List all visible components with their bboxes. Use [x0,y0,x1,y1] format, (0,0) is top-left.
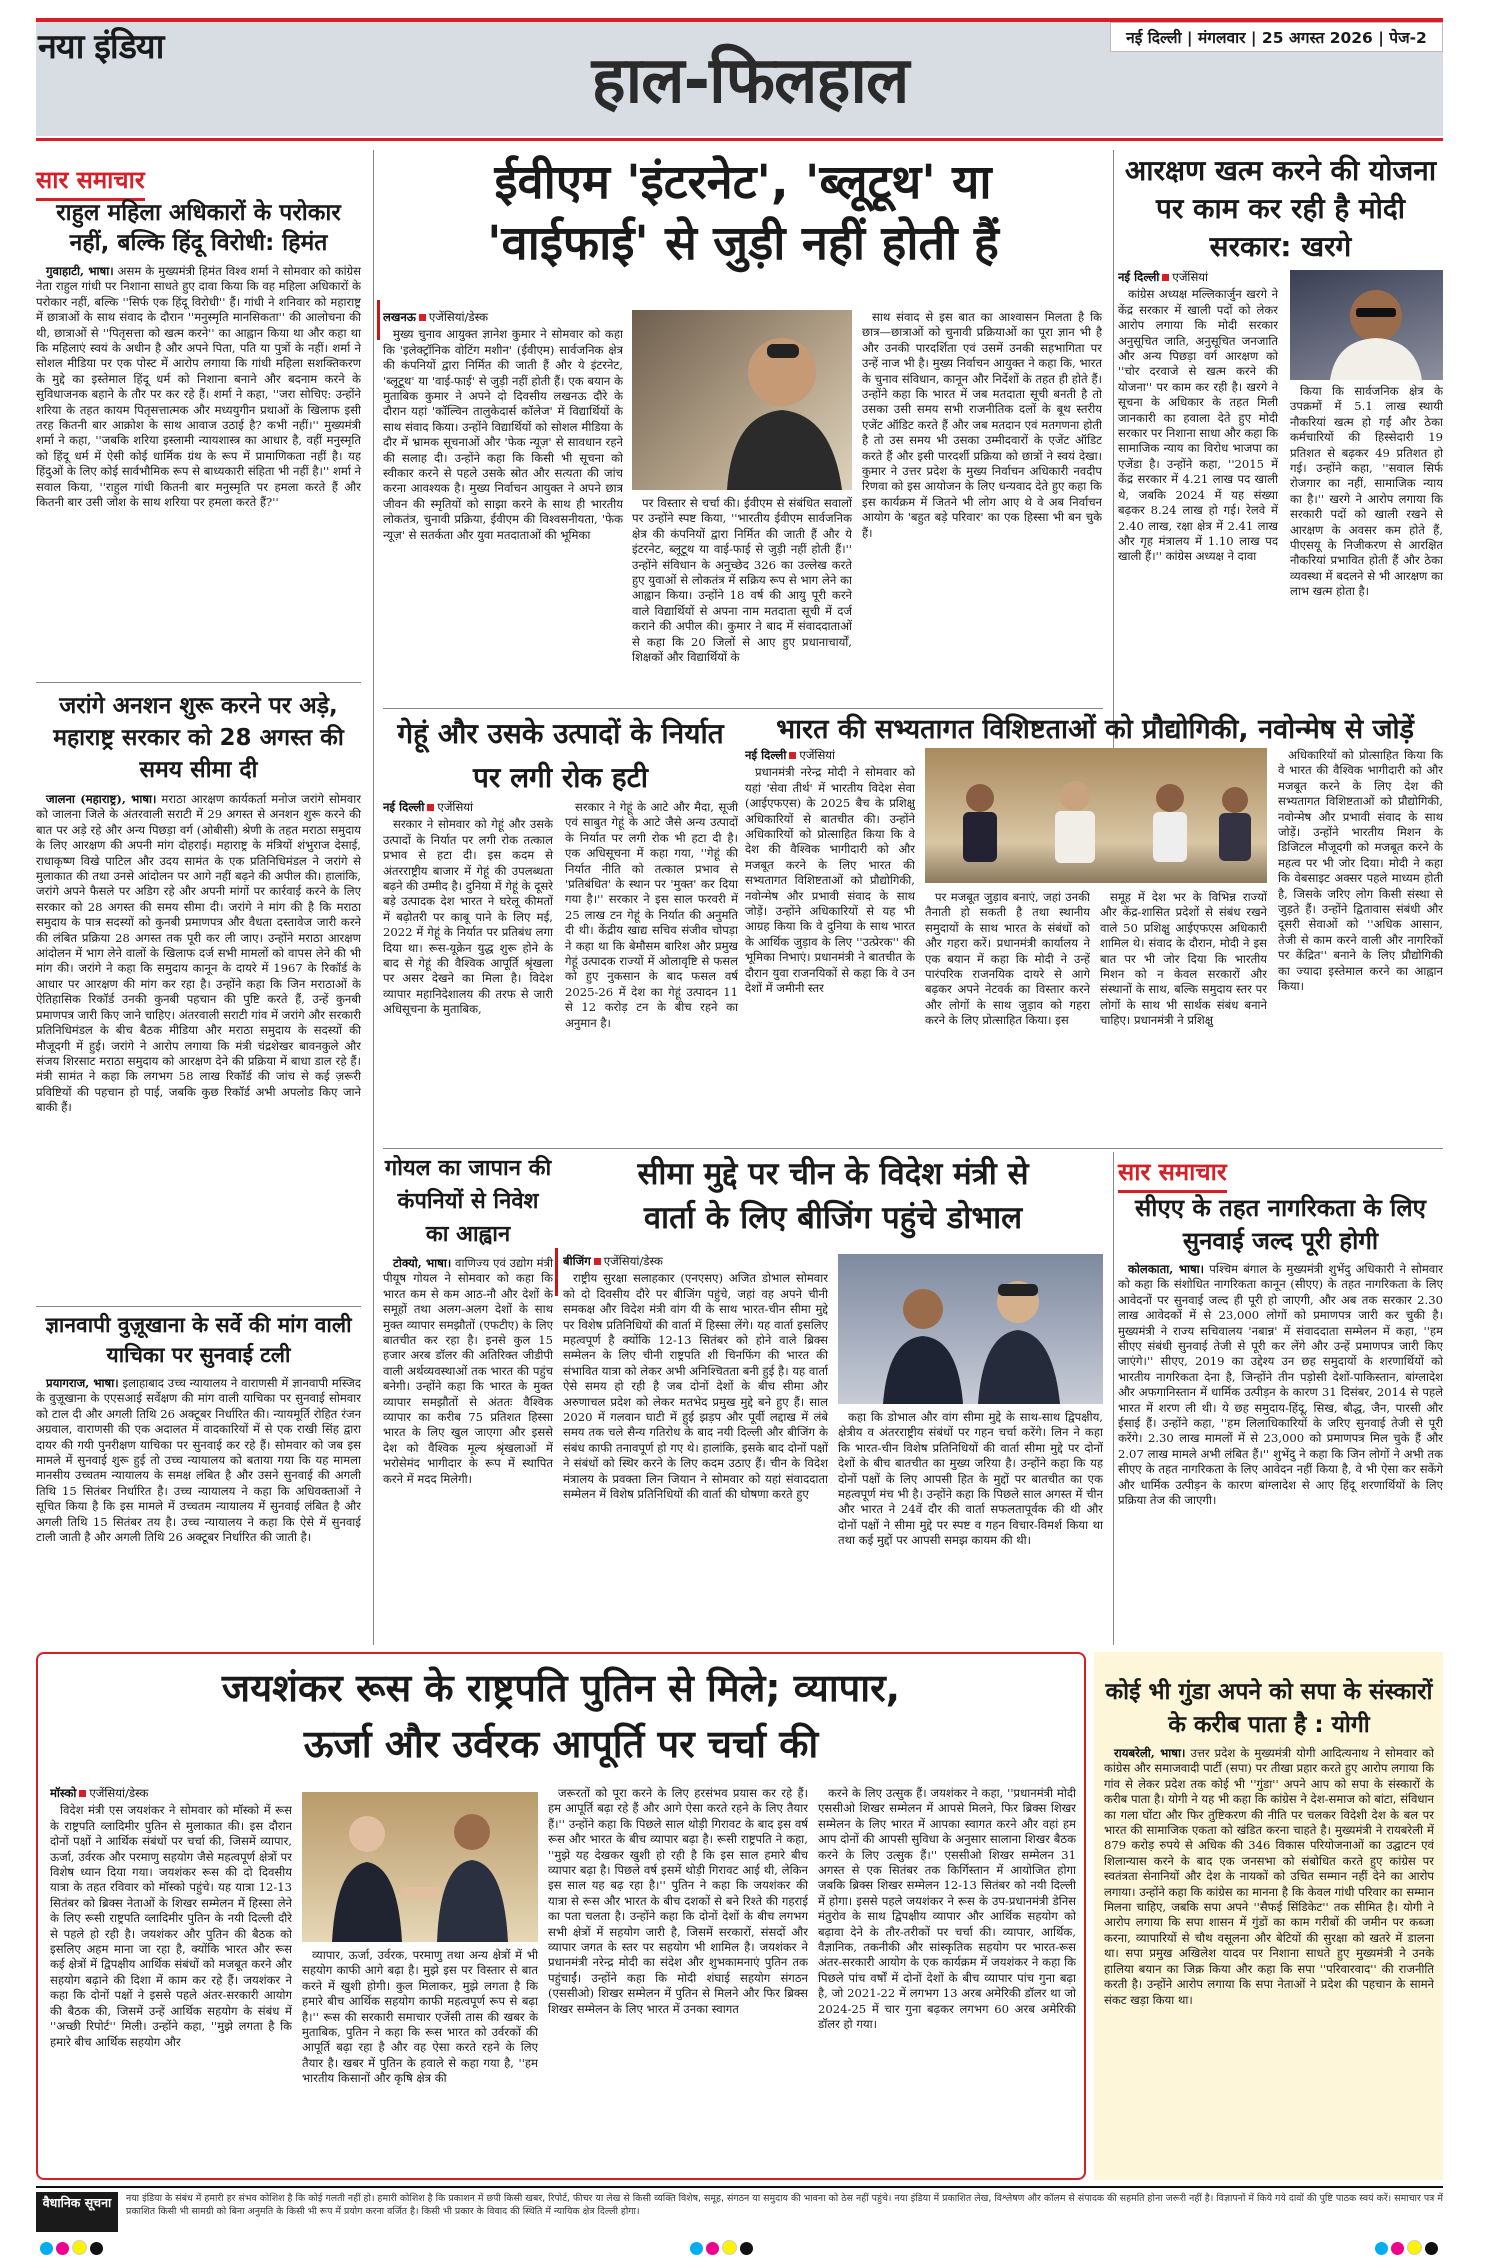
evm-headline-line1: ईवीएम 'इंटरनेट', 'ब्लूटूथ' या [494,155,992,210]
yogi-headline: कोई भी गुंडा अपने को सपा के संस्कारों के करीब पाता है : योगी [1105,1679,1433,1738]
col-divider [383,708,1103,709]
jaishankar-col1-text: विदेश मंत्री एस जयशंकर ने सोमवार को मॉस्को में रूस के राष्ट्रपति व्लादिमीर पुतिन से मुलाकात की। इस दौरान दोनों पक्षों ने आर्थिक संबंधों पर चर्चा की, जिसमें व्यापार, ऊर्जा, उर्वरक और परमाणु सहयोग जैसे महत्वपूर्ण क्षेत्रों पर विशेष ध्यान दिया गया। जयशंकर रूस की दो दिवसीय यात्रा के तहत रविवार को मॉस्को पहुंचे। यह यात्रा 12-13 सितंबर को ब्रिक्स नेताओं के शिखर सम्मेलन में हिस्सा लेने के लिए रूसी राष्ट्रपति व्लादिमीर पुतिन के नयी दिल्ली दौरे से पहले हो रही है। जयशंकर और पुतिन की बैठक को इसलिए अहम माना जा रहा है, क्योंकि भारत और रूस कई क्षेत्रों में द्विपक्षीय आर्थिक संबंधों को मजबूत करने और सहयोग बढ़ाने की दिशा में काम कर रहे हैं। जयशंकर ने कहा कि दोनों पक्षों ने इससे पहले अंतर-सरकारी आयोग की बैठक की, जिसमें उन्हें आर्थिक सहयोग के संबंध में ''अच्छी रिपोर्ट'' मिली। उन्होंने कहा, ''मुझे लगता है कि हमारे बीच आर्थिक सहयोग और [50,1803,292,2049]
jaishankar-col3: जरूरतों को पूरा करने के लिए हरसंभव प्रयास कर रहे हैं। हम आपूर्ति बढ़ा रहे हैं और आगे ऐसा करते रहने के लिए तैयार हैं।'' उन्होंने कहा कि पिछले साल थोड़ी गिरावट के बाद इस वर्ष रूस और भारत के बीच व्यापार बढ़ा है। रूसी राष्ट्रपति ने कहा, ''मुझे यह देखकर खुशी हो रही है कि इस साल हमारे बीच व्यापार बढ़ा है। पिछले वर्ष इसमें थोड़ी गिरावट आई थी, लेकिन इस साल यह बढ़ रहा है।'' पुतिन ने कहा कि जयशंकर की यात्रा से रूस और भारत के बीच दशकों से बने रिश्ते की गहराई का पता चलता है। उन्होंने कहा कि दोनों देशों के बीच लगभग सभी क्षेत्रों में सहयोग जारी है, जिसमें सरकारों, संसदों और व्यापार जगत के स्तर पर सहयोग भी शामिल है। जयशंकर ने प्रधानमंत्री नरेन्द्र मोदी का संदेश और शुभकामनाएं पुतिन तक पहुंचाईं। उन्होंने कहा कि मोदी शंघाई सहयोग संगठन (एससीओ) शिखर सम्मेलन में पुतिन से मिलने और फिर ब्रिक्स शिखर सम्मेलन के लिए भारत में उनका स्वागत [548,1786,808,2016]
wheat-col1-text: सरकार ने सोमवार को गेहूं और उसके उत्पादों के निर्यात पर लगी रोक तत्काल प्रभाव से हटा दी। इस कदम से अंतरराष्ट्रीय बाजार में गेहूं की उपलब्धता बढ़ने की उम्मीद है। दुनिया में गेहूं के दूसरे बड़े उत्पादक देश भारत ने घरेलू कीमतों में बढ़ोतरी पर काबू पाने के लिए मई, 2022 में गेहूं के निर्यात पर प्रतिबंध लगा दिया था। रूस-यूक्रेन युद्ध शुरू होने के बाद से गेहूं की वैश्विक आपूर्ति श्रृंखला पर असर देखने का मिला है। विदेश व्यापार महानिदेशालय की तरफ से जारी अधिसूचना के मुताबिक, [383,817,553,1017]
section-title: हाल-फिलहाल [591,44,909,118]
footer-rule [36,2186,1443,2188]
registration-dot [1375,2242,1388,2255]
registration-marks-right [1375,2240,1441,2254]
wheat-dateline: नई दिल्ली एजेंसियां [383,800,474,814]
registration-dot [40,2242,53,2255]
kharge-dateline: नई दिल्ली एजेंसियां [1118,270,1209,284]
wheat-col2: सरकार ने गेहूं के आटे और मैदा, सूजी एवं साबुत गेहूं के आटे जैसे अन्य उत्पादों के निर्यात पर लगी रोक भी हटा दी है। एक अधिसूचना में कहा गया, ''गेहूं की निर्यात नीति को तत्काल प्रभाव से 'प्रतिबंधित' के स्थान पर 'मुक्त' कर दिया गया है।'' सरकार ने इस साल फरवरी में 25 लाख टन गेहूं के निर्यात की अनुमति दी थी। केंद्रीय खाद्य सचिव संजीव चोपड़ा ने कहा था कि बेमौसम बारिश और प्रमुख गेहूं उत्पादक राज्यों में ओलावृष्टि से फसल को हुए नुकसान के बाद फसल वर्ष 2025-26 में देश का गेहूं उत्पादन 11 से 12 करोड़ टन के बीच रहने का अनुमान है। [565,800,738,1030]
handshake-icon [302,1792,538,1942]
yogi-dateline: रायबरेली, भाषा। [1114,1746,1186,1760]
accent-marker [555,1248,558,1296]
yogi-body [1104,1746,1434,2174]
goyal-headline: गोयल का जापान की कंपनियों से निवेश का आह्वान [384,1156,552,1247]
yogi-text: उत्तर प्रदेश के मुख्यमंत्री योगी आदित्यनाथ ने सोमवार को कांग्रेस और समाजवादी पार्टी (सपा) पर तीखा प्रहार करते हुए आरोप लगाया कि गांव से लेकर प्रदेश तक कोई भी ''गुंडा'' अपने आप को सपा के संस्कारों के करीब पाता है। योगी ने यह भी कहा कि कांग्रेस ने देश-समाज को बांटा, संविधान का गला घोंटा और फिर तुष्टिकरण की नीति पर चलकर विदेशी देश के बल पर भारत की सामाजिक एकता को खंडित करना चाहते है। मुख्यमंत्री ने रायबरेली में 879 करोड़ रुपये से अधिक की 346 विकास परियोजनाओं का उद्घाटन एवं शिलान्यास करने के बाद एक जनसभा को संबोधित करते हुए कांग्रेस पर स्वतंत्रता सेनानियों और देश के नायकों को उचित सम्मान नहीं देने का आरोप लगाया। उन्होंने कहा कि कांग्रेस का मानना है कि केवल गांधी परिवार का सम्मान मिलना चाहिए, जबकि सपा अपने ''सैफई सिंडिकेट'' तक सीमित है। योगी ने आरोप लगाया कि सपा शासन में गुंडों का काम गरीबों की जमीन पर कब्जा करना, व्यापारियों से चौथ वसूलना और बेटियों की सुरक्षा को खतरे में डालना था। सपा प्रमुख अखिलेश यादव पर निशाना साधते हुए मुख्यमंत्री ने उनके हालिया बयान का जिक्र किया और कहा कि सपा ''परिवारवाद'' की राजनीति करती है। उन्होंने आरोप लगाया कि सपा नेताओं ने प्रदेश की पहचान के सामने संकट खड़ा किया था। [1104,1746,1434,2007]
goyal-body [383,1256,553,1641]
wheat-col1 [383,800,553,1150]
caa-body [1118,1262,1443,1640]
col-divider [1113,1152,1114,1645]
kharge-headline: आरक्षण खत्म करने की योजना पर काम कर रही है मोदी सरकार: खरगे [1124,154,1437,263]
two-officials-icon [838,1254,1103,1404]
footer-text: नया इंडिया के संबंध में हमारी हर संभव कोशिश है कि कोई गलती नहीं हो। हमारी कोशिश है कि प्रकाशन में छपी किसी खबर, रिपोर्ट, फीचर या लेख से किसी व्यक्ति विशेष, समूह, संगठन या समुदाय की भावना को ठेस नहीं पहुंचे। नया इंडिया में प्रकाशित लेख, विश्लेषण और कॉलम से संपादक की सहमति होना जरूरी नहीं है। विज्ञापनों में किये गये दावों की पुष्टि पाठक स्वयं करें। समाचार पत्र में प्रकाशित किसी भी सामग्री को बिना अनुमति के किसी भी रूप में प्रयोग करना वर्जित है। किसी भी प्रकार के विवाद की स्थिति में न्यायिक क्षेत्र दिल्ली होगा। [126,2193,1443,2217]
jarange-text: मराठा आरक्षण कार्यकर्ता मनोज जरांगे सोमवार को जालना जिले के अंतरवाली सराटी में 29 अगस्त से अनशन शुरू करने की बात पर अड़े रहे और अन्य पिछड़ा वर्ग (ओबीसी) श्रेणी के तहत मराठा समुदाय के लिए आरक्षण की अपनी मांग दोहराई। महाराष्ट्र के मंत्रियों शंभुराज देसाई, राधाकृष्ण विखे पाटिल और उदय सामंत के एक प्रतिनिधिमंडल ने जरांगे से मुलाकात की तथा उनसे आंदोलन पर आगे नहीं बढ़ने की अपील की। हालांकि, जरांगे अपने फैसले पर अडिग रहे और अपनी मांगों पर कार्रवाई करने के लिए सरकार को 28 अगस्त की समय सीमा दी। जरांगे ने मांग की है कि मराठा समुदाय के पात्र सदस्यों को कुनबी प्रमाणपत्र और वैधता दस्तावेज जारी करने की लंबित प्रक्रिया 28 अगस्त तक पूरी कर ली जाए। उन्होंने मराठा आरक्षण आंदोलन में भाग लेने वालों के खिलाफ दर्ज सभी मामलों को वापस लेने की भी मांग की। जरांगे ने कहा कि समुदाय कानून के दायरे में 1967 के रिकॉर्ड के आधार पर आरक्षण की मांग कर रहा है। उन्होंने कहा कि जिन मराठाओं के ऐतिहासिक रिकॉर्ड उनकी कुनबी पहचान की पुष्टि करते हैं, उन्हें कुनबी प्रमाणपत्र जारी किए जाने चाहिए। अंतरवाली सराटी गांव में जरांगे और सरकारी प्रतिनिधिमंडल के बीच बैठक मीडिया और मराठा समुदाय के सदस्यों की मौजूदगी में हुई। जरांगे ने आरोप लगाया कि मंत्री चंद्रशेखर बावनकुले और संजय शिरसाट मराठा समुदाय को आरक्षण देने की प्रक्रिया में बाधा डाल रहे हैं। मंत्री सामंत ने कहा कि लगभग 58 लाख रिकॉर्ड की जांच से कई ज़रूरी प्रविष्टियों की पहचान हो पाई, जबकि कुछ रिकॉर्ड अभी अपलोड किए जाने बाकी हैं। [36,792,361,1115]
meeting-group-icon [925,748,1267,883]
masthead-bottom-rule [36,138,1443,141]
dateline-bar: नई दिल्ली | मंगलवार | 25 अगस्त 2026 | पेज-2 [1110,22,1443,52]
story-divider [36,1306,361,1307]
registration-dot [706,2242,719,2255]
tech-col4: अधिकारियों को प्रोत्साहित किया कि वे भारत की वैश्विक भागीदारी को और मजबूत करने के लिए देश की सभ्यतागत विशिष्टताओं को प्रौद्योगिकी, नवोन्मेष और प्रभावी संवाद के साथ जोड़ें। उन्होंने भारतीय मिशन के डिजिटल मौजूदगी को मजबूत करने के महत्व पर भी जोर दिया। मोदी ने कहा कि वेबसाइट अक्सर पहले माध्यम होती है, जिसके जरिए लोग किसी संस्था से जुड़ते हैं। उन्होंने द्वितावास संबंधी और दूसरी सेवाओं को ''अधिक आसान, तेजी से काम करने वाली और नागरिकों पर केंद्रित'' बनाने के लिए प्रौद्योगिकी का ज्यादा इस्तेमाल करने का आह्वान किया। [1278,748,1443,994]
sar-samachar-label-2: सार समाचार [1118,1155,1227,1193]
goyal-text: वाणिज्य एवं उद्योग मंत्री पीयूष गोयल ने सोमवार को कहा कि भारत कम से कम आठ-नौ और देशों के समूहों तथा अलग-अलग देशों के साथ मुक्त व्यापार समझौतों (एफटीए) के लिए बातचीत कर रहा है। इनसे कुल 15 हजार अरब डॉलर की अतिरिक्त जीडीपी वाली अर्थव्यवस्थाओं तक भारत की पहुंच बनेगी। उन्होंने कहा कि भारत के मुक्त व्यापार समझौतों से अंततः वैश्विक व्यापार का करीब 75 प्रतिशत हिस्सा भारत के लिए खुल जाएगा और इससे देश को वैश्विक मूल्य श्रृंखलाओं में भरोसेमंद भागीदार के रूप में स्थापित करने में मदद मिलेगी। [383,1256,553,1486]
rahul-text: असम के मुख्यमंत्री हिमंत विश्व शर्मा ने सोमवार को कांग्रेस नेता राहुल गांधी पर निशाना साधते हुए दावा किया कि वह महिला अधिकारों के परोकार नहीं, बल्कि ''सिर्फ एक हिंदू विरोधी'' हैं। गांधी ने शनिवार को महाराष्ट्र में छात्राओं के साथ संवाद के दौरान ''मनुस्मृति मानसिकता'' की आलोचना की थी, छात्राओं से ''पितृसत्ता को खत्म करने'' का आह्वान किया था और कहा था कि महिलाएं स्वयं के अधीन है और अपने पिता, पति या पुत्रों के नहीं। शर्मा ने सोशल मीडिया पर एक पोस्ट में आरोप लगाया कि गांधी महिला सशक्तिकरण के मुद्दे का इस्तेमाल हिंदू धर्म को निशाना बनाने और बदनाम करने के सुविधाजनक बहाने के तौर पर कर रहे हैं। शर्मा ने कहा, ''जरा सोचिए: उन्होंने शरिया के तहत कायम पितृसत्तात्मक और मध्ययुगीन प्रथाओं के खिलाफ इसी तरह कितनी बार आक्रोश के साथ आवाज उठाई है? कभी नहीं।'' मुख्यमंत्री शर्मा ने कहा, ''जबकि शरिया इस्लामी न्यायशास्त्र का आधार है, वहीं मनुस्मृति को हिंदू धर्म में ऐसी कोई धार्मिक ग्रंथ के रूप में प्रामाणिकता नहीं है। यह हिंदुओं के लिए कोई सार्वभौमिक रूप से बाध्यकारी संहिता भी नहीं है।'' शर्मा ने सवाल किया, ''राहुल गांधी कितनी बार मनुस्मृति पर हमला करते हैं और कितनी बार उसी जोश के साथ शरिया पर हमला करते हैं?'' [36,264,361,510]
jaishankar-col2: व्यापार, ऊर्जा, उर्वरक, परमाणु तथा अन्य क्षेत्रों में भी सहयोग काफी आगे बढ़ा है। मुझे इस पर विस्तार से बात करने में खुशी होगी। कुल मिलाकर, मुझे लगता है कि हमारे बीच आर्थिक सहयोग काफी महत्वपूर्ण रूप से बढ़ा है।'' रूस की सरकारी समाचार एजेंसी तास की खबर के मुताबिक, पुतिन ने कहा कि रूस भारत को उर्वरकों की आपूर्ति बढ़ा रहा है और वह ऐसा करते रहने के लिए तैयार है। खबर में पुतिन के हवाले से कहा गया है, ''हम भारतीय किसानों और कृषि क्षेत्र की [302,1948,538,2086]
registration-dot [690,2242,703,2255]
evm-dateline: लखनऊ एजेंसियां/डेस्क [383,310,488,324]
tech-col1-text: प्रधानमंत्री नरेन्द्र मोदी ने सोमवार को यहां 'सेवा तीर्थ' में भारतीय विदेश सेवा (आईएफएस) के 2025 बैच के प्रशिक्षु अधिकारियों से बातचीत की। उन्होंने अधिकारियों को प्रोत्साहित किया कि वे देश की वैश्विक भागीदारी को और मजबूत करने के लिए भारत की सभ्यतागत विशिष्टताओं को प्रौद्योगिकी, नवोन्मेष और प्रभावी संवाद के साथ जोड़ें। उन्होंने अधिकारियों से यह भी आग्रह किया कि वे दुनिया के साथ भारत के आर्थिक जुड़ाव के लिए ''उत्प्रेरक'' की भूमिका निभाएं। प्रधानमंत्री ने बातचीत के दौरान युवा राजनयिकों से कहा कि वे उन देशों में जमीनी स्तर [745,765,915,996]
tech-col3: समूह में देश भर के विभिन्न राज्यों और केंद्र-शासित प्रदेशों से संबंध रखने वाले 50 प्रशिक्षु आईएफएस अधिकारी शामिल थे। संवाद के दौरान, मोदी ने इस बात पर भी जोर दिया कि भारतीय मिशन को न केवल सरकारों और संस्थानों के साथ, बल्कि समुदाय स्तर पर लोगों के साथ भी सार्थक संबंध बनाने चाहिए। प्रधानमंत्री ने प्रशिक्षु [1100,890,1267,1028]
registration-dot [90,2242,103,2255]
registration-dot [56,2242,69,2255]
evm-col1-text: मुख्य चुनाव आयुक्त ज्ञानेश कुमार ने सोमवार को कहा कि 'इलेक्ट्रॉनिक वोटिंग मशीन' (ईवीएम) सार्वजनिक क्षेत्र की कंपनियों द्वारा निर्मित की जाती हैं और ये इंटरनेट, 'ब्लूटूथ' या 'वाई-फाई' से जुड़ी नहीं होती हैं। एक बयान के मुताबिक कुमार ने अपने दो दिवसीय लखनऊ दौरे के दौरान यहां 'कॉल्विन तालुकेदार्स कॉलेज' में विद्यार्थियों के साथ संवाद किया। उन्होंने विद्यार्थियों को सोशल मीडिया के दौर में भ्रामक सूचनाओं और 'फेक न्यूज़' से सावधान रहने की सलाह दी। उन्होंने कहा कि किसी भी सूचना को स्वीकार करने से पहले उसके स्रोत और सत्यता की जांच करना आवश्यक है। मुख्य निर्वाचन आयुक्त ने अपने छात्र जीवन की स्मृतियों को साझा करने के साथ ही भारतीय लोकतंत्र, चुनावी प्रक्रिया, ईवीएम की विश्वसनीयता, 'फेक न्यूज़' से सतर्कता और युवा मतदाताओं की भूमिका [383,327,623,542]
caa-headline: सीएए के तहत नागरिकता के लिए सुनवाई जल्द पूरी होगी [1135,1194,1426,1255]
registration-dot [1425,2242,1438,2255]
putin-jaishankar-photo [302,1792,538,1942]
registration-dot [72,2240,87,2255]
jaishankar-dateline: मॉस्को एजेंसियां/डेस्क [50,1786,149,1800]
jaishankar-headline-line1: जयशंकर रूस के राष्ट्रपति पुतिन से मिले; व्यापार, [221,1666,901,1710]
modi-ifs-photo [925,748,1267,883]
registration-dot [1407,2240,1422,2255]
kharge-photo [1290,270,1443,380]
doval-headline-line2: वार्ता के लिए बीजिंग पहुंचे डोभाल [643,1200,1023,1236]
kharge-col1-text: कांग्रेस अध्यक्ष मल्लिकार्जुन खरगे ने केंद्र सरकार में खाली पदों को लेकर आरोप लगाया कि मोदी सरकार अनुसूचित जाति, अनुसूचित जनजाति और अन्य पिछड़ा वर्ग आरक्षण को ''चोर दरवाजे से खत्म करने की योजना'' पर काम कर रही है। खरगे ने सूचना के अधिकार के तहत मिली जानकारी का हवाला देते हुए मोदी सरकार पर निशाना साधा और कहा कि सामाजिक न्याय का विरोध भाजपा का एजेंडा है। उन्होंने कहा, ''2015 में केंद्र सरकार में 4.21 लाख पद खाली थे, जबकि 2024 में यह संख्या बढ़कर 8.24 लाख हो गई। रेलवे में 2.40 लाख, रक्षा क्षेत्र में 2.41 लाख और गृह मंत्रालय में 1.10 लाख पद खाली हैं।'' कांग्रेस अध्यक्ष ने दावा [1118,287,1278,564]
doval-col2: कहा कि डोभाल और वांग सीमा मुद्दे के साथ-साथ द्विपक्षीय, क्षेत्रीय व अंतरराष्ट्रीय संबंधों पर गहन चर्चा करेंगे। लिन ने कहा कि भारत-चीन विशेष प्रतिनिधियों की वार्ता सीमा मुद्दे पर दोनों देशों के बीच बातचीत का मुख्य जरिया है। उन्होंने कहा कि यह दोनों पक्षों के लिए आपसी हित के मुद्दों पर बातचीत का एक महत्वपूर्ण मंच भी है। उन्होंने कहा कि पिछले साल अगस्त में चीन और भारत ने 24वें दौर की वार्ता सफलतापूर्वक की थी और दोनों पक्षों ने सीमा मुद्दे पर स्पष्ट व गहन विचार-विमर्श किया था तथा कई मुद्दों पर आपसी समझ कायम की थी। [838,1410,1103,1548]
doval-headline-line1: सीमा मुद्दे पर चीन के विदेश मंत्री से [637,1156,1029,1192]
tech-col1 [745,748,915,1146]
evm-col3: साथ संवाद से इस बात का आश्वासन मिलता है कि छात्र—छात्राओं को चुनावी प्रक्रियाओं का पूरा ज्ञान भी है और उनकी पारदर्शिता एवं उसमें उनकी सहभागिता पर उन्हें नाज भी है। मुख्य निर्वाचन आयुक्त ने कहा कि, भारत के चुनाव संविधान, कानून और निर्देशों के तहत ही होते हैं। उन्होंने कहा कि भारत में जब मतदाता सूची बनती है तो उसका उसी समय सभी राजनीतिक दलों के बूथ स्तरीय एजेंट ऑडिट करते हैं और जब मतदान एवं मतगणना होती है तो उस समय भी उसका उम्मीदवारों के एजेंट ऑडिट करते हैं और इसी पारदर्शी प्रक्रिया को छात्रों ने स्वयं देखा। कुमार ने उत्तर प्रदेश के मुख्य निर्वाचन अधिकारी नवदीप रिणवा को इस आयोजन के लिए धन्यवाद देते हुए कहा कि इस कार्यक्रम में जितने भी लोग आए थे वे अब निर्वाचन आयोग के 'बहुत बड़े परिवार' का एक हिस्सा भी बन चुके हैं। [862,310,1102,540]
sar-samachar-label: सार समाचार [36,163,145,201]
gyanvapi-body [36,1376,361,1641]
rahul-body [36,264,361,676]
tech-col2: पर मजबूत जुड़ाव बनाएं, जहां उनकी तैनाती हो सकती है तथा स्थानीय समुदायों के साथ भारत के संबंधों को और गहरा करें। प्रधानमंत्री कार्यालय ने एक बयान में कहा कि मोदी ने उन्हें पारंपरिक राजनयिक दायरे से आगे बढ़कर अपने नेटवर्क का विस्तार करने और लोगों के साथ जुड़ाव को गहरा करने के लिए प्रोत्साहित किया। इस [925,890,1090,1028]
jaishankar-col1 [50,1786,292,2172]
evm-col1 [383,310,623,702]
footer-label: वैधानिक सूचना [36,2192,118,2232]
doval-dateline: बीजिंग एजेंसियां/डेस्क [563,1254,663,1268]
caa-dateline: कोलकाता, भाषा। [1128,1262,1205,1276]
jaishankar-col4: करने के लिए उत्सुक हैं। जयशंकर ने कहा, ''प्रधानमंत्री मोदी एससीओ शिखर सम्मेलन में आपसे मिलने, फिर ब्रिक्स शिखर सम्मेलन के लिए भारत में आपका स्वागत करने और वहां हम आप दोनों की आपसी सुविधा के अनुसार सालाना शिखर बैठक करने के लिए उत्सुक हैं।'' एससीओ शिखर सम्मेलन 31 अगस्त से एक सितंबर तक किर्गिस्तान में आयोजित होगा जबकि ब्रिक्स शिखर सम्मेलन 12-13 सितंबर को नयी दिल्ली में होगा। इससे पहले जयशंकर ने रूस के उप-प्रधानमंत्री डेनिस मंतुरोव के साथ द्विपक्षीय व्यापार और आर्थिक सहयोग को बढ़ावा देने के तौर-तरीकों पर चर्चा की। व्यापार, आर्थिक, वैज्ञानिक, तकनीकी और सांस्कृतिक सहयोग पर भारत-रूस अंतर-सरकारी आयोग के एक कार्यक्रम में जयशंकर ने कहा कि पिछले पांच वर्षों में दोनों देशों के बीच व्यापार पांच गुना बढ़ा है, जो 2021-22 में लगभग 13 अरब अमेरिकी डॉलर था जो 2024-25 में चार गुना बढ़कर लगभग 60 अरब अमेरिकी डॉलर हो गया। [818,1786,1076,2032]
jarange-body [36,792,361,1302]
tech-dateline: नई दिल्ली एजेंसियां [745,748,836,762]
goyal-dateline: टोक्यो, भाषा। [393,1256,452,1270]
gyanvapi-text: इलाहाबाद उच्च न्यायालय ने वाराणसी में ज्ञानवापी मस्जिद के वुज़ूखाना के एएसआई सर्वेक्षण की मांग वाली याचिका पर सुनवाई सोमवार को टाल दी और अगली तिथि 26 अक्टूबर निर्धारित की। न्यायमूर्ति रोहित रंजन अग्रवाल, वाराणसी की एक अदालत में वादकारियों में से एक राखी सिंह द्वारा दायर की गयी पुनरीक्षण याचिका पर सुनवाई कर रहे हैं। सोमवार को जब इस मामले में सुनवाई शुरू हुई तो उच्च न्यायालय को बताया गया कि यह मामला मानसीय उच्चतम न्यायालय के समक्ष लंबित है और उसने सुनवाई की अगली तिथि 15 सितंबर निर्धारित है। उच्च न्यायालय ने कहा कि अधिवक्ताओं ने सूचित किया है कि इस मामले में उच्चतम न्यायालय में सुनवाई लंबित है और अगली तिथि 15 सितंबर तय है। उच्च न्यायालय ने कहा कि ऐसे में सुनवाई टाली जाती है और अगली तिथि 26 अक्टूबर निर्धारित की जाती है। [36,1376,361,1545]
jaishankar-headline-line2: ऊर्जा और उर्वरक आपूर्ति पर चर्चा की [303,1722,819,1766]
evm-headline-line2: 'वाईफाई' से जुड़ी नहीं होती हैं [487,216,999,271]
jarange-dateline: जालना (महाराष्ट्र), भाषा। [46,792,157,806]
col-divider [373,150,374,1645]
rahul-dateline: गुवाहाटी, भाषा। [46,264,114,278]
gyanvapi-headline: ज्ञानवापी वुज़ूखाना के सर्वे की मांग वाली याचिका पर सुनवाई टली [45,1313,352,1367]
jarange-headline: जरांगे अनशन शुरू करने पर अड़े, महाराष्ट्र सरकार को 28 अगस्त की समय सीमा दी [53,693,344,783]
kharge-col1 [1118,270,1278,702]
accent-marker [377,300,380,340]
kharge-col2: किया कि सार्वजनिक क्षेत्र के उपक्रमों में 5.1 लाख स्थायी नौकरियां खत्म हो गईं और ठेका कर्मचारियों की हिस्सेदारी 19 प्रतिशत से बढ़कर 49 प्रतिशत हो गई। उन्होंने कहा, ''सवाल सिर्फ रोजगार का नहीं, सामाजिक न्याय का है।'' खरगे ने आरोप लगाया कि सरकारी पदों को खाली रखने से आरक्षण के अवसर कम होते हैं, पीएसयू के निजीकरण से आरक्षित नौकरियां प्रभावित होती हैं और ठेका व्यवस्था में बदलने से भी आरक्षण का लाभ खत्म होता है। [1290,384,1443,599]
registration-marks-center [690,2240,756,2254]
doval-col1 [563,1254,828,1644]
wheat-headline: गेहूं और उसके उत्पादों के निर्यात पर लगी रोक हटी [397,717,724,794]
tech-headline: भारत की सभ्यतागत विशिष्टताओं को प्रौद्योगिकी, नवोन्मेष से जोड़ें [776,714,1414,745]
evm-col2: पर विस्तार से चर्चा की। ईवीएम से संबंधित सवालों पर उन्होंने स्पष्ट किया, ''भारतीय ईवीएम सार्वजनिक क्षेत्र की कंपनियों द्वारा निर्मित की जाती हैं और ये इंटरनेट, ब्लूटूथ या वाई-फाई से जुड़ी नहीं होती हैं।'' उन्होंने संविधान के अनुच्छेद 326 का उल्लेख करते हुए युवाओं से लोकतंत्र में सक्रिय रूप से भाग लेने का आह्वान किया। उन्होंने 18 वर्ष की आयु पूरी करने वाले विद्यार्थियों से अपना नाम मतदाता सूची में दर्ज कराने की अपील की। कुमार ने बाद में संवाददाताओं से कहा कि 20 जिलों से आए हुए प्रधानाचार्यों, शिक्षकों और विद्यार्थियों के [632,496,852,665]
doval-wangyi-photo [838,1254,1103,1404]
registration-marks-left [40,2240,106,2254]
caa-text: पश्चिम बंगाल के मुख्यमंत्री शुभेंदु अधिकारी ने सोमवार को कहा कि संशोधित नागरिकता कानून (सीएए) के तहत नागरिकता के लिए आवेदनों पर सुनवाई जल्द ही पूरी हो जाएगी, और अब तक सरकार 2.30 लाख आवेदकों में से 23,000 लोगों को प्रमाणपत्र जारी कर चुकी है। मुख्यमंत्री ने राज्य सचिवालय 'नबान्न' में संवाददाता सम्मेलन में कहा, ''हम सीएए संबंधी सुनवाई तेजी से पूरी कर लेंगे और उन्हें प्रमाणपत्र जारी किए जाएंगे।'' सीएए, 2019 का उद्देश्य उन छह समुदायों के शरणार्थियों को भारतीय नागरिकता देना है, जिन्होंने तीन पड़ोसी देशों-पाकिस्तान, बांग्लादेश और अफगानिस्तान में धार्मिक उत्पीड़न के कारण 31 दिसंबर, 2014 से पहले भारत में शरण ली थी। ये छह समुदाय-हिंदू, सिख, बौद्ध, जैन, पारसी और ईसाई हैं। उन्होंने कहा, ''हम लिलाधिकारियों के जरिए सुनवाई तेजी से पूरी करेंगे। 2.30 लाख मामलों में से 23,000 को प्रमाणपत्र मिल चुके हैं और 2.07 लाख मामले अभी लंबित हैं।'' शुभेंदु ने कहा कि जिन लोगों ने अभी तक सीएए के तहत नागरिकता के लिए आवेदन नहीं किया है, वे भी ऐसा कर सकेंगे और धार्मिक उत्पीड़न के कारण बांग्लादेश से आए हिंदू शरणार्थियों के लिए प्रक्रिया तेज की जाएगी। [1118,1262,1443,1508]
gyanvapi-dateline: प्रयागराज, भाषा। [46,1376,119,1390]
kharge-portrait-icon [1290,270,1443,380]
registration-dot [1391,2242,1404,2255]
cec-portrait-icon [632,310,852,490]
masthead-logo: नया इंडिया [38,27,164,67]
registration-dot [740,2242,753,2255]
evm-photo [632,310,852,490]
registration-dot [722,2240,737,2255]
rahul-headline: राहुल महिला अधिकारों के परोकार नहीं, बल्कि हिंदू विरोधी: हिमंत [56,200,341,256]
story-divider [36,682,361,683]
doval-col1-text: राष्ट्रीय सुरक्षा सलाहकार (एनएसए) अजित डोभाल सोमवार को दो दिवसीय दौरे पर बीजिंग पहुंचे, जहां वह अपने चीनी समकक्ष और विदेश मंत्री वांग यी के साथ भारत-चीन सीमा मुद्दे पर विशेष प्रतिनिधियों की वार्ता में हिस्सा लेंगे। यह वार्ता इसलिए महत्वपूर्ण है क्योंकि 12-13 सितंबर को होने वाले ब्रिक्स सम्मेलन के लिए चीनी राष्ट्रपति शी चिनफिंग की भारत की संभावित यात्रा को लेकर अभी अनिश्चितता बनी हुई है। यह वार्ता ऐसे समय हो रही है जब दोनों देशों के बीच सीमा और अरुणाचल प्रदेश को लेकर मतभेद प्रमुख मुद्दे बने हुए हैं। साल 2020 में गलवान घाटी में हुई झड़प और पूर्वी लद्दाख में लंबे समय तक चले सैन्य गतिरोध के बाद नयी दिल्ली और बीजिंग के संबंध काफी तनावपूर्ण हो गए थे। हालांकि, इसके बाद दोनों पक्षों ने संबंधों को स्थिर करने के लिए कदम उठाए हैं। चीन के विदेश मंत्रालय के प्रवक्ता लिन जियान ने सोमवार को यहां संवाददाता सम्मेलन में विशेष प्रतिनिधियों की वार्ता की घोषणा करते हुए [563,1271,828,1502]
